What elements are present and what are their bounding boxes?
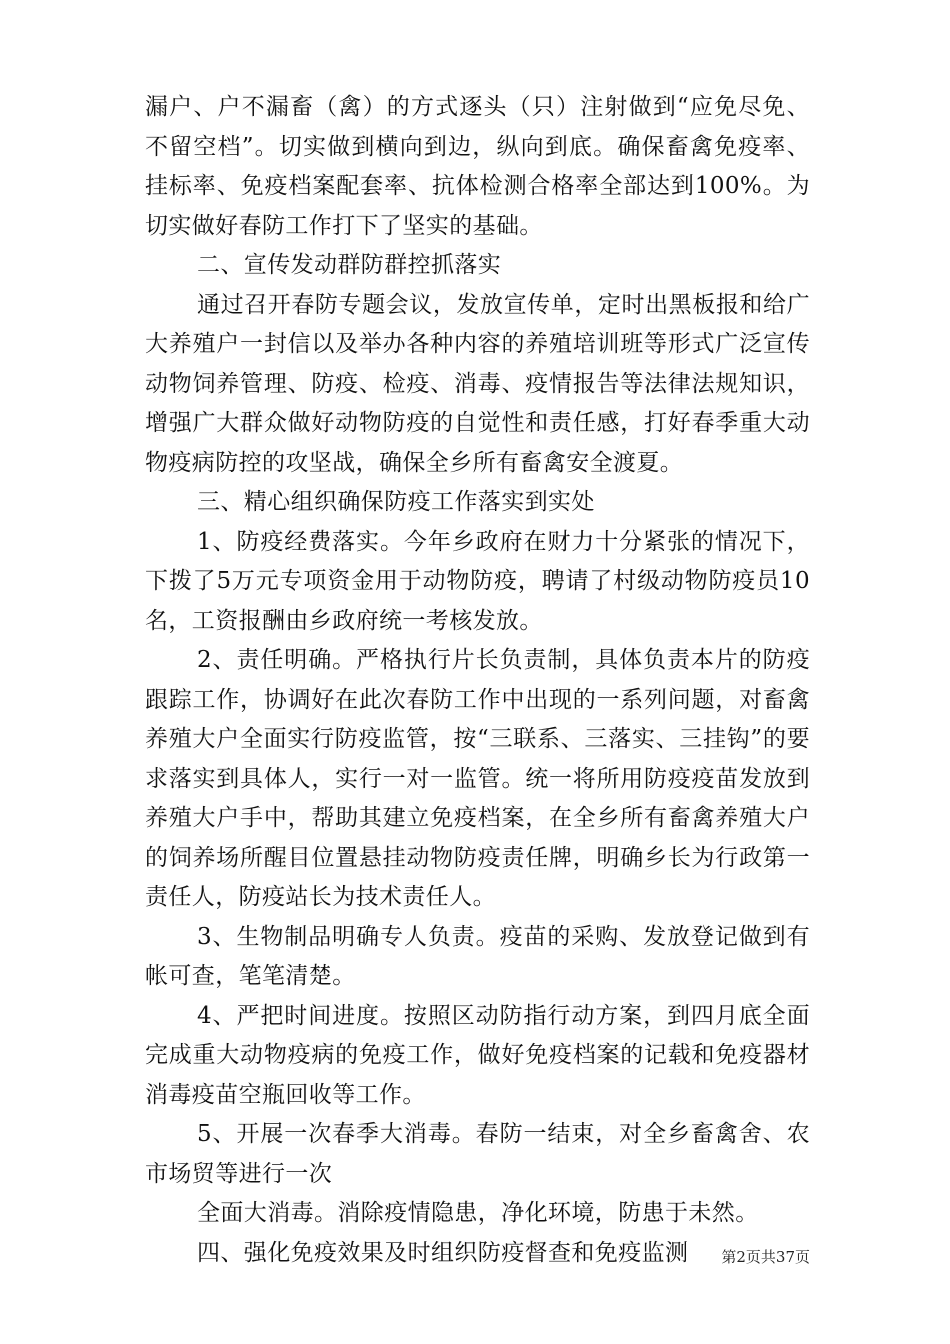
list-item: 1、防疫经费落实。今年乡政府在财力十分紧张的情况下，下拨了5万元专项资金用于动物防疫，聘请了村级动物防疫员10名，工资报酬由乡政府统一考核发放。: [145, 528, 810, 634]
section-heading: 二、宣传发动群防群控抓落实: [197, 252, 502, 278]
page-number: 第2页共37页: [721, 1248, 810, 1266]
list-item: 5、开展一次春季大消毒。春防一结束，对全乡畜禽舍、农市场贸等进行一次: [145, 1121, 810, 1187]
paragraph: 漏户、户不漏畜（禽）的方式逐头（只）注射做到“应免尽免、不留空档”。切实做到横向到边，纵向到底。确保畜禽免疫率、挂标率、免疫档案配套率、抗体检测合格率全部达到100%。为切实做好春防工作打下了坚实的基础。: [145, 94, 810, 239]
paragraph: 全面大消毒。消除疫情隐患，净化环境，防患于未然。: [197, 1200, 759, 1226]
list-item: 2、责任明确。严格执行片长负责制，具体负责本片的防疫跟踪工作，协调好在此次春防工作中出现的一系列问题，对畜禽养殖大户全面实行防疫监管，按“三联系、三落实、三挂钩”的要求落实到具体人，实行一对一监管。统一将所用防疫疫苗发放到养殖大户手中，帮助其建立免疫档案，在全乡所有畜禽养殖大户的饲养场所醒目位置悬挂动物防疫责任牌，明确乡长为行政第一责任人，防疫站长为技术责任人。: [145, 647, 810, 910]
document-body: [145, 88, 810, 1273]
paragraph: 通过召开春防专题会议，发放宣传单，定时出黑板报和给广大养殖户一封信以及举办各种内容的养殖培训班等形式广泛宣传动物饲养管理、防疫、检疫、消毒、疫情报告等法律法规知识，增强广大群众做好动物防疫的自觉性和责任感，打好春季重大动物疫病防控的攻坚战，确保全乡所有畜禽安全渡夏。: [145, 291, 810, 476]
section-heading: 三、精心组织确保防疫工作落实到实处: [197, 489, 595, 515]
list-item: 4、严把时间进度。按照区动防指行动方案，到四月底全面完成重大动物疫病的免疫工作，做好免疫档案的记载和免疫器材消毒疫苗空瓶回收等工作。: [145, 1002, 810, 1108]
section-heading: 四、强化免疫效果及时组织防疫督查和免疫监测: [197, 1239, 689, 1266]
list-item: 3、生物制品明确专人负责。疫苗的采购、发放登记做到有帐可查，笔笔清楚。: [145, 923, 810, 989]
